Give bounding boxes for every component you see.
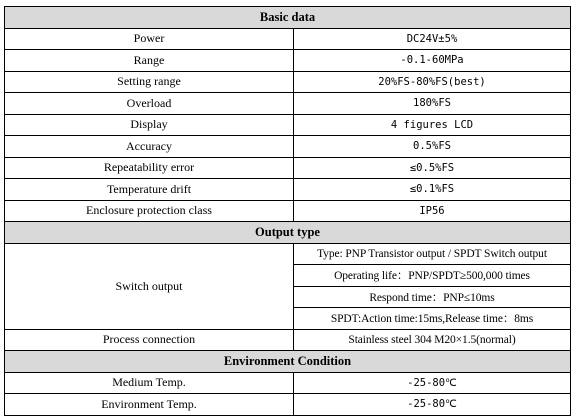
row-label-range: Range xyxy=(5,50,294,72)
row-label-power: Power xyxy=(5,28,294,50)
section-title: Environment Condition xyxy=(5,351,571,373)
row-label-display: Display xyxy=(5,114,294,136)
table-row xyxy=(5,394,571,416)
row-label-medium-temp: Medium Temp. xyxy=(5,372,294,394)
row-value-repeatability-error: ≤0.5%FS xyxy=(294,157,571,179)
row-value-environment-temp: -25-80℃ xyxy=(294,394,571,416)
table-row xyxy=(5,136,571,158)
table-row xyxy=(5,28,571,50)
switch-output-type: Type: PNP Transistor output / SPDT Switch output xyxy=(294,243,571,265)
row-value-range: -0.1-60MPa xyxy=(294,50,571,72)
row-label-switch-output: Switch output xyxy=(5,243,294,329)
section-title: Basic data xyxy=(5,7,571,29)
row-value-temperature-drift: ≤0.1%FS xyxy=(294,179,571,201)
table-row xyxy=(5,157,571,179)
row-value-accuracy: 0.5%FS xyxy=(294,136,571,158)
row-value-process-connection: Stainless steel 304 M20×1.5(normal) xyxy=(294,329,571,351)
table-row xyxy=(5,71,571,93)
table-row xyxy=(5,329,571,351)
switch-output-respond-time: Respond time：PNP≤10ms xyxy=(294,286,571,308)
table-row xyxy=(5,372,571,394)
row-label-process-connection: Process connection xyxy=(5,329,294,351)
section-header-environment xyxy=(5,351,571,373)
table-row xyxy=(5,93,571,115)
row-value-power: DC24V±5% xyxy=(294,28,571,50)
table-row xyxy=(5,179,571,201)
section-title: Output type xyxy=(5,222,571,244)
row-value-display: 4 figures LCD xyxy=(294,114,571,136)
section-header-output-type xyxy=(5,222,571,244)
table-row xyxy=(5,243,571,265)
table-row xyxy=(5,50,571,72)
row-value-medium-temp: -25-80℃ xyxy=(294,372,571,394)
row-value-enclosure-protection: IP56 xyxy=(294,200,571,222)
row-label-temperature-drift: Temperature drift xyxy=(5,179,294,201)
row-label-accuracy: Accuracy xyxy=(5,136,294,158)
spec-table xyxy=(4,6,571,416)
row-label-setting-range: Setting range xyxy=(5,71,294,93)
row-label-enclosure-protection: Enclosure protection class xyxy=(5,200,294,222)
switch-output-operating-life: Operating life：PNP/SPDT≥500,000 times xyxy=(294,265,571,287)
row-label-repeatability-error: Repeatability error xyxy=(5,157,294,179)
row-value-overload: 180%FS xyxy=(294,93,571,115)
table-row xyxy=(5,200,571,222)
row-label-environment-temp: Environment Temp. xyxy=(5,394,294,416)
section-header-basic-data xyxy=(5,7,571,29)
row-value-setting-range: 20%FS-80%FS(best) xyxy=(294,71,571,93)
table-row xyxy=(5,114,571,136)
switch-output-spdt-timing: SPDT:Action time:15ms,Release time：8ms xyxy=(294,308,571,330)
row-label-overload: Overload xyxy=(5,93,294,115)
